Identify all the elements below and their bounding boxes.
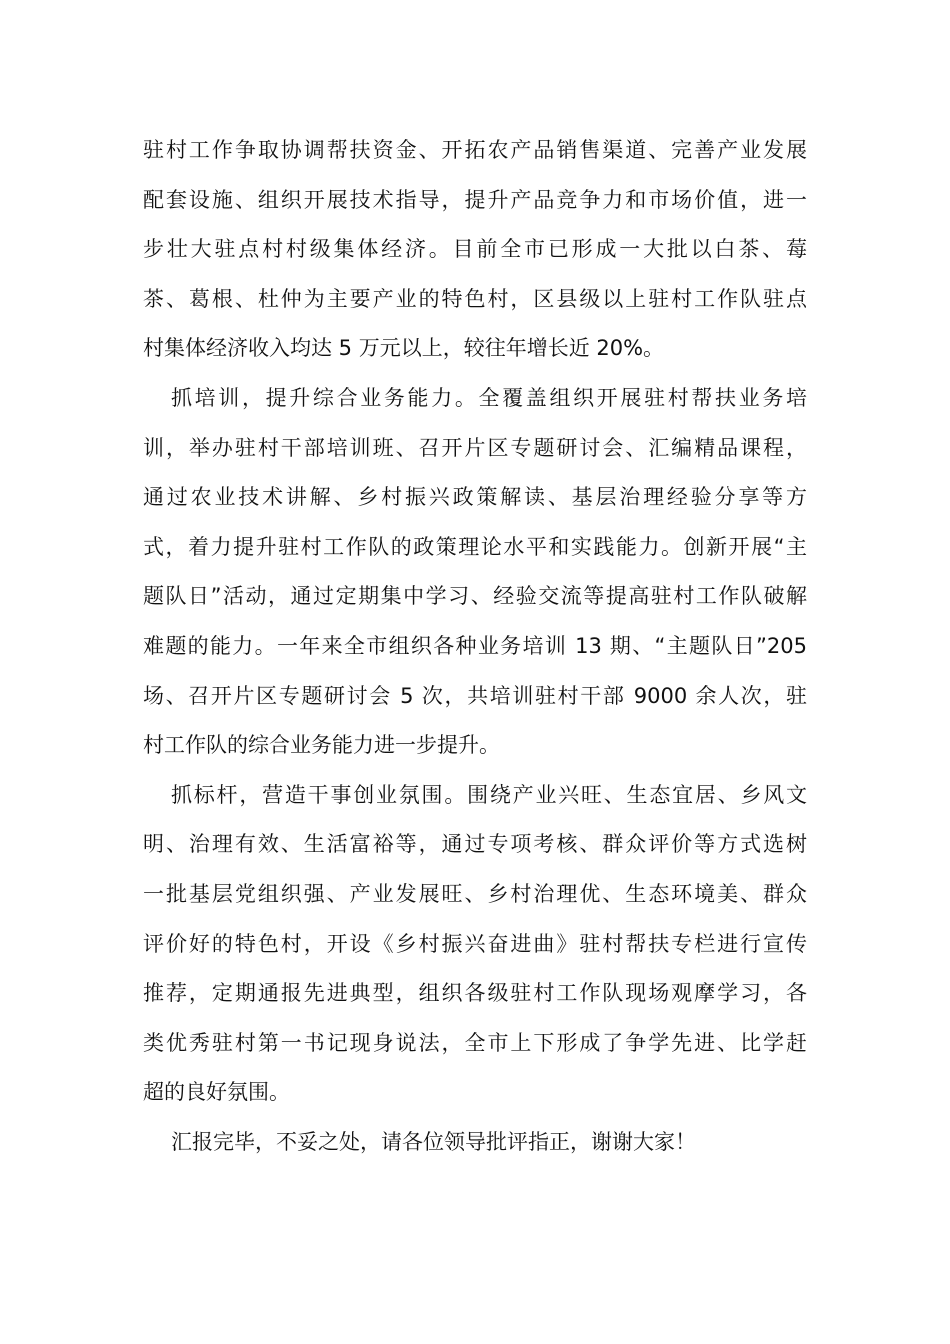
paragraph-training (143, 374, 807, 771)
text-line: 式，着力提升驻村工作队的政策理论水平和实践能力。创新开展“主 (143, 534, 807, 559)
text-line: 抓培训，提升综合业务能力。全覆盖组织开展驻村帮扶业务培 (171, 385, 807, 410)
text-line: 类优秀驻村第一书记现身说法，全市上下形成了争学先进、比学赶 (143, 1030, 807, 1055)
text-line: 评价好的特色村，开设《乡村振兴奋进曲》驻村帮扶专栏进行宣传 (143, 931, 807, 956)
paragraph-village-economy (143, 126, 807, 374)
text-line: 茶、葛根、杜仲为主要产业的特色村，区县级以上驻村工作队驻点 (143, 286, 807, 311)
text-line: 难题的能力。一年来全市组织各种业务培训 13 期、“主题队日”205 (143, 633, 807, 658)
text-line: 步壮大驻点村村级集体经济。目前全市已形成一大批以白茶、莓 (143, 237, 807, 262)
text-line: 配套设施、组织开展技术指导，提升产品竞争力和市场价值，进一 (143, 187, 807, 212)
text-line: 场、召开片区专题研讨会 5 次，共培训驻村干部 9000 余人次，驻 (143, 683, 807, 708)
text-line: 超的良好氛围。 (143, 1080, 290, 1105)
text-line: 村工作队的综合业务能力进一步提升。 (143, 733, 500, 758)
paragraph-closing (143, 1118, 807, 1168)
text-line: 训，举办驻村干部培训班、召开片区专题研讨会、汇编精品课程， (143, 435, 807, 460)
text-line: 明、治理有效、生活富裕等，通过专项考核、群众评价等方式选树 (143, 832, 807, 857)
text-line: 汇报完毕，不妥之处，请各位领导批评指正，谢谢大家！ (171, 1129, 696, 1154)
text-line: 村集体经济收入均达 5 万元以上，较往年增长近 20%。 (143, 336, 665, 361)
text-line: 驻村工作争取协调帮扶资金、开拓农产品销售渠道、完善产业发展 (143, 138, 807, 162)
text-line: 抓标杆，营造干事创业氛围。围绕产业兴旺、生态宜居、乡风文 (171, 782, 807, 807)
text-line: 一批基层党组织强、产业发展旺、乡村治理优、生态环境美、群众 (143, 881, 807, 906)
document-body (143, 126, 807, 1167)
text-line: 推荐，定期通报先进典型，组织各级驻村工作队现场观摩学习，各 (143, 981, 807, 1006)
text-line: 题队日”活动，通过定期集中学习、经验交流等提高驻村工作队破解 (143, 584, 807, 609)
text-line: 通过农业技术讲解、乡村振兴政策解读、基层治理经验分享等方 (143, 485, 807, 510)
paragraph-benchmark (143, 771, 807, 1118)
